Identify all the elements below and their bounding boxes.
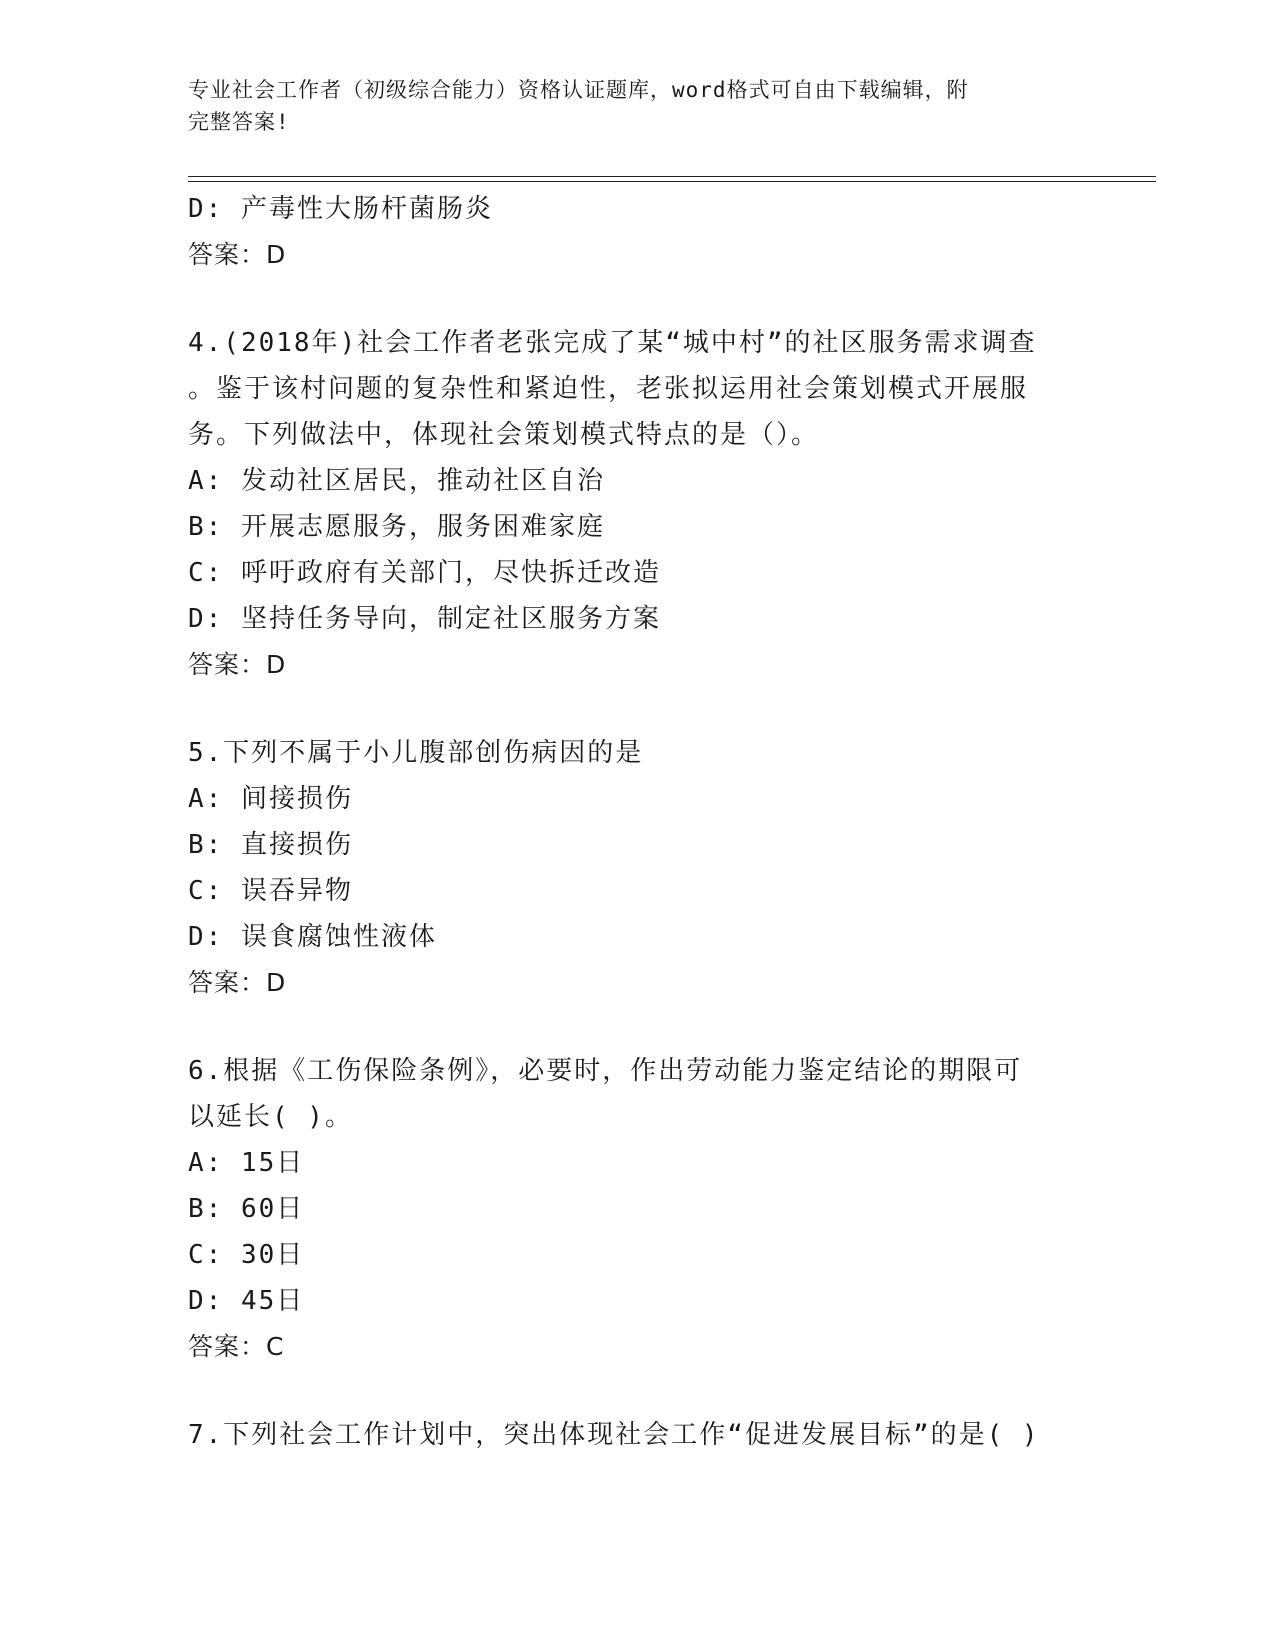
- question-list: [188, 186, 1088, 1458]
- document-header: [188, 74, 1068, 138]
- answer-label: 答案：D: [188, 650, 287, 679]
- question-stem-line: 4.(2018年)社会工作者老张完成了某“城中村”的社区服务需求调查: [188, 328, 1037, 358]
- question-stem-line: 以延长( )。: [188, 1102, 353, 1132]
- question-5: [188, 730, 1088, 1006]
- header-line-2: 完整答案!: [188, 110, 290, 134]
- option-b: B: 60日: [188, 1194, 305, 1224]
- question-stem-line: 5.下列不属于小儿腹部创伤病因的是: [188, 738, 644, 768]
- header-divider-top: [188, 176, 1156, 177]
- option-b: B: 开展志愿服务，服务困难家庭: [188, 512, 605, 542]
- option-c: C: 呼吁政府有关部门，尽快拆迁改造: [188, 558, 661, 588]
- question-stem-line: 。鉴于该村问题的复杂性和紧迫性，老张拟运用社会策划模式开展服: [188, 374, 1029, 404]
- option-d: D: 误食腐蚀性液体: [188, 922, 437, 952]
- question-stem-line: 务。下列做法中，体现社会策划模式特点的是（）。: [188, 420, 820, 450]
- header-divider-bottom: [188, 181, 1156, 182]
- answer-label: 答案：C: [188, 1332, 285, 1361]
- option-a: A: 15日: [188, 1148, 305, 1178]
- option-a: A: 间接损伤: [188, 784, 353, 814]
- answer-label: 答案：D: [188, 240, 287, 269]
- question-3-tail: [188, 186, 1088, 278]
- option-d: D: 坚持任务导向，制定社区服务方案: [188, 604, 661, 634]
- question-stem-line: 6.根据《工伤保险条例》，必要时，作出劳动能力鉴定结论的期限可: [188, 1056, 1023, 1086]
- option-c: C: 误吞异物: [188, 876, 353, 906]
- question-4: [188, 320, 1088, 688]
- option-a: A: 发动社区居民，推动社区自治: [188, 466, 605, 496]
- question-stem-line: 7.下列社会工作计划中，突出体现社会工作“促进发展目标”的是( ): [188, 1420, 1040, 1450]
- option-d: D: 45日: [188, 1286, 305, 1316]
- question-7: [188, 1412, 1088, 1458]
- header-line-1: 专业社会工作者（初级综合能力）资格认证题库，word格式可自由下载编辑，附: [188, 78, 969, 102]
- option-b: B: 直接损伤: [188, 830, 353, 860]
- question-6: [188, 1048, 1088, 1370]
- option-d: D: 产毒性大肠杆菌肠炎: [188, 194, 493, 224]
- answer-label: 答案：D: [188, 968, 287, 997]
- option-c: C: 30日: [188, 1240, 305, 1270]
